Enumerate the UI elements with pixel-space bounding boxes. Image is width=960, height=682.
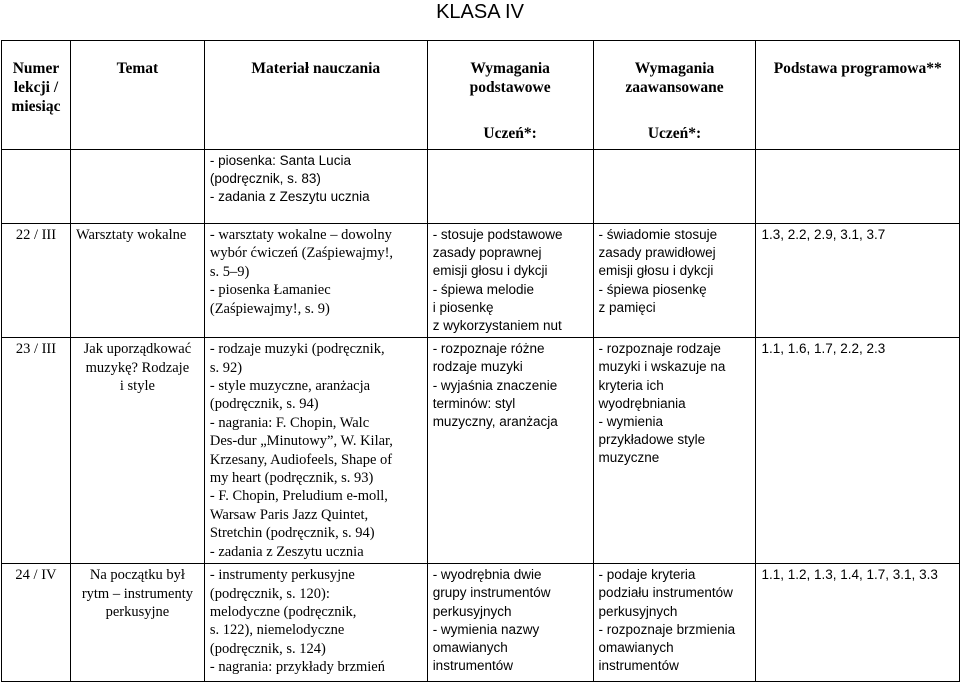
cell-temat: Jak uporządkować muzykę? Rodzaje i style [70,338,204,564]
cell-material: - rodzaje muzyki (podręcznik, s. 92) - style muzyczne, aranżacja (podręcznik, s. 94) - nagrania: F. Chopin, Walc Des-dur „Minutowy”, W. Kilar, Krzesany, Audiofeels, Shape of my heart (podręcznik, s. 93) - F. Chopin, Preludium e-moll, Warsaw Paris Jazz Quintet, Stretchin (podręcznik, s. 94) - zadania z Zeszytu ucznia [204,338,427,564]
cell-nr: 22 / III [2,224,71,338]
header-wymagania-podstawowe: Wymagania podstawowe [427,41,593,118]
cell-material: - warsztaty wokalne – dowolny wybór ćwiczeń (Zaśpiewajmy!, s. 5–9) - piosenka Łamaniec (Zaśpiewajmy!, s. 9) [204,224,427,338]
curriculum-table [1,40,960,682]
cell-wymagania-podstawowe: - wyodrębnia dwie grupy instrumentów perkusyjnych - wymienia nazwy omawianych instrumentów [427,564,593,682]
header-nr: Numer lekcji / miesiąc [2,41,71,150]
header-uczen-podstawowe: Uczeń*: [427,118,593,150]
cell-material: - piosenka: Santa Lucia (podręcznik, s. 83) - zadania z Zeszytu ucznia [204,150,427,224]
cell-temat [70,150,204,224]
table-row [2,564,960,682]
page-title: KLASA IV [436,1,524,23]
cell-wymagania-zaawansowane [593,150,756,224]
cell-nr [2,150,71,224]
header-podstawa: Podstawa programowa** [756,41,960,150]
table-row [2,224,960,338]
cell-material: - instrumenty perkusyjne (podręcznik, s. 120): melodyczne (podręcznik, s. 122), niemelodyczne (podręcznik, s. 124) - nagrania: przykłady brzmień [204,564,427,682]
header-temat: Temat [70,41,204,150]
cell-temat: Na początku był rytm – instrumenty perkusyjne [70,564,204,682]
cell-wymagania-podstawowe: - stosuje podstawowe zasady poprawnej emisji głosu i dykcji - śpiewa melodie i piosenkę z wykorzystaniem nut [427,224,593,338]
cell-nr: 23 / III [2,338,71,564]
table-row [2,338,960,564]
cell-wymagania-zaawansowane: - rozpoznaje rodzaje muzyki i wskazuje na kryteria ich wyodrębniania - wymienia przykładowe style muzyczne [593,338,756,564]
cell-podstawa: 1.3, 2.2, 2.9, 3.1, 3.7 [756,224,960,338]
cell-nr: 24 / IV [2,564,71,682]
cell-wymagania-podstawowe: - rozpoznaje różne rodzaje muzyki - wyjaśnia znaczenie terminów: styl muzyczny, aranżacja [427,338,593,564]
cell-podstawa: 1.1, 1.2, 1.3, 1.4, 1.7, 3.1, 3.3 [756,564,960,682]
cell-wymagania-zaawansowane: - świadomie stosuje zasady prawidłowej emisji głosu i dykcji - śpiewa piosenkę z pamięci [593,224,756,338]
table-row [2,150,960,224]
header-row [2,41,960,118]
cell-wymagania-podstawowe [427,150,593,224]
cell-temat: Warsztaty wokalne [70,224,204,338]
cell-podstawa: 1.1, 1.6, 1.7, 2.2, 2.3 [756,338,960,564]
header-uczen-zaawansowane: Uczeń*: [593,118,756,150]
cell-wymagania-zaawansowane: - podaje kryteria podziału instrumentów perkusyjnych - rozpoznaje brzmienia omawianych instrumentów [593,564,756,682]
cell-podstawa [756,150,960,224]
header-wymagania-zaawansowane: Wymagania zaawansowane [593,41,756,118]
header-material: Materiał nauczania [204,41,427,150]
